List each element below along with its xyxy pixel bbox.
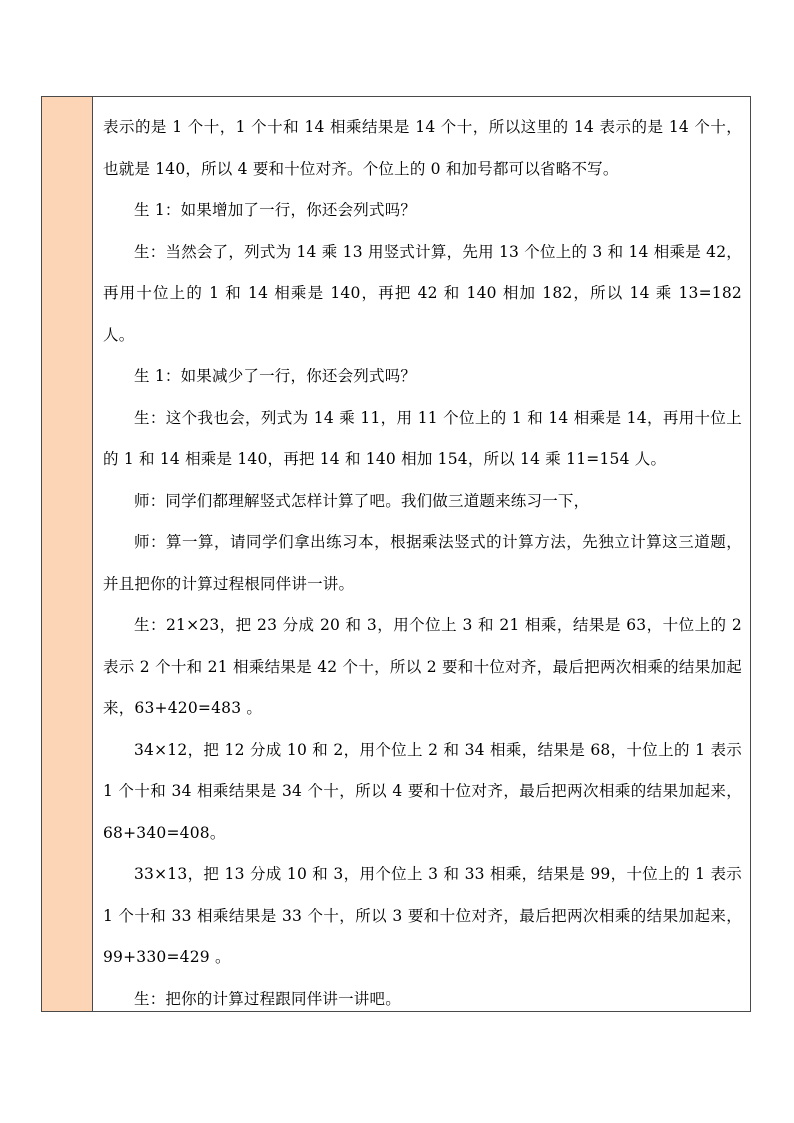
- paragraph-5: 生：这个我也会，列式为 14 乘 11，用 11 个位上的 1 和 14 相乘是 14，再用十位上的 1 和 14 相乘是 140，再把 14 和 140 相加 154，所以 14 乘 11=154 人。: [103, 408, 742, 468]
- paragraph-2: 生 1：如果增加了一行，你还会列式吗？: [134, 201, 417, 219]
- paragraph-9: 34×12，把 12 分成 10 和 2，用个位上 2 和 34 相乘，结果是 68，十位上的 1 表示 1 个十和 34 相乘结果是 34 个十，所以 4 要和十位对齐，最后把两次相乘的结果加起来，68+340=408。: [103, 740, 742, 842]
- paragraph-1: 表示的是 1 个十，1 个十和 14 相乘结果是 14 个十，所以这里的 14 表示的是 14 个十，也就是 140，所以 4 要和十位对齐。个位上的 0 和加号都可以省略不写。: [103, 118, 742, 178]
- lesson-table: [41, 96, 751, 1012]
- side-column-cell: [42, 97, 93, 1011]
- paragraph-3: 生：当然会了，列式为 14 乘 13 用竖式计算，先用 13 个位上的 3 和 14 相乘是 42，再用十位上的 1 和 14 相乘是 140，再把 42 和 140 相加 182，所以 14 乘 13=182 人。: [103, 242, 742, 344]
- content-cell: [93, 97, 750, 1011]
- paragraph-6: 师：同学们都理解竖式怎样计算了吧。我们做三道题来练习一下，: [134, 491, 590, 510]
- paragraph-11: 生：把你的计算过程跟同伴讲一讲吧。: [134, 989, 401, 1008]
- paragraph-8: 生：21×23，把 23 分成 20 和 3，用个位上 3 和 21 相乘，结果是 63，十位上的 2 表示 2 个十和 21 相乘结果是 42 个十，所以 2 要和十位对齐，最后把两次相乘的结果加起来，63+420=483 。: [103, 616, 742, 717]
- paragraph-4: 生 1：如果减少了一行，你还会列式吗？: [134, 367, 417, 385]
- paragraph-7: 师：算一算，请同学们拿出练习本，根据乘法竖式的计算方法，先独立计算这三道题，并且把你的计算过程根同伴讲一讲。: [103, 533, 742, 593]
- paragraph-10: 33×13，把 13 分成 10 和 3，用个位上 3 和 33 相乘，结果是 99，十位上的 1 表示 1 个十和 33 相乘结果是 33 个十，所以 3 要和十位对齐，最后把两次相乘的结果加起来，99+330=429 。: [103, 865, 742, 966]
